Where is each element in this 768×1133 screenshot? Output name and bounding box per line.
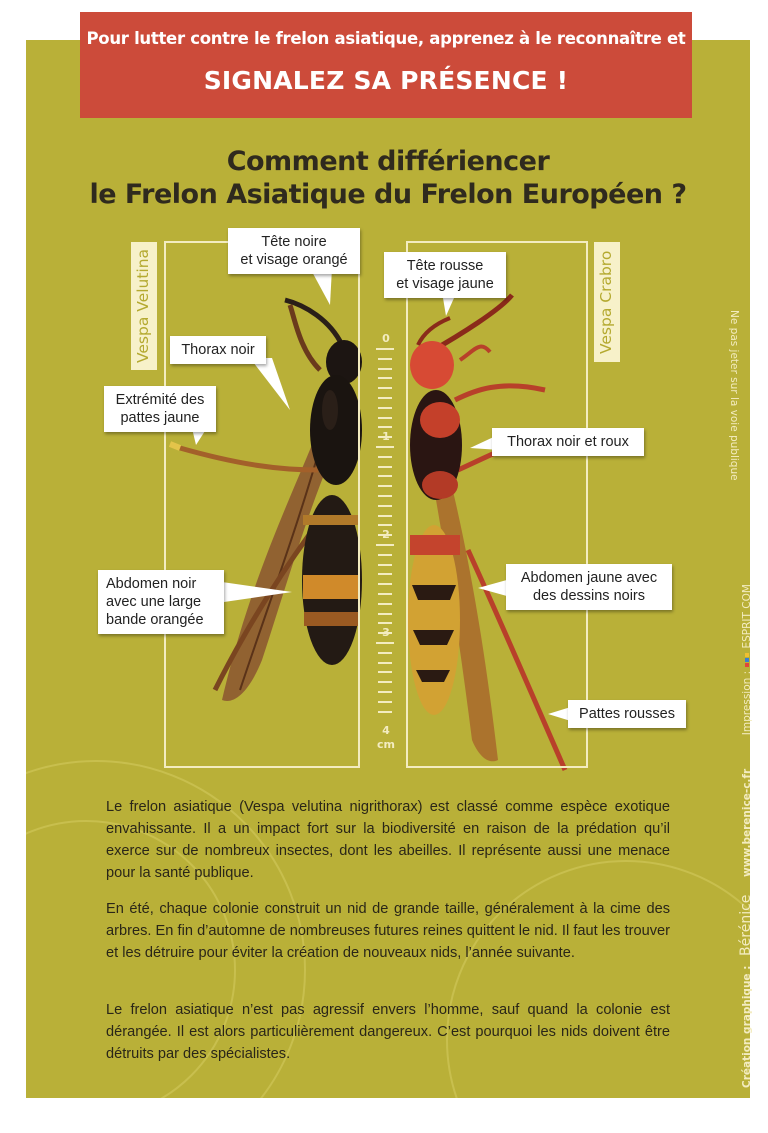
ruler-number-0: 0 (382, 332, 390, 345)
callout-thorax-roux (492, 428, 644, 456)
callout-abdomen-noir (98, 570, 224, 634)
callout-text: Extrémité des (115, 392, 205, 408)
banner-line-2: SIGNALEZ SA PRÉSENCE ! (203, 66, 569, 95)
creation-url: www.berenice-c.fr (741, 768, 753, 877)
paragraph-3: Le frelon asiatique n’est pas agressif envers l’homme, sauf quand la colonie est dérangée. Il est alors particulièrement dangereux. C’est pourquoi les nids doivent être détruits par des spécialistes. (106, 1002, 670, 1062)
color-squares-icon (741, 652, 753, 667)
creation-label: Création graphique : (741, 965, 753, 1088)
callout-text: Pattes rousses (579, 706, 675, 722)
callout-text: Abdomen noir (106, 576, 197, 592)
species-tag-left: Vespa Velutina (131, 242, 157, 370)
callout-text: des dessins noirs (532, 588, 646, 604)
callout-tete-rousse (384, 252, 506, 298)
impression-label: Impression : (741, 670, 753, 736)
callout-text: Abdomen jaune avec (520, 570, 658, 586)
title-line-1: Comment différiencer (226, 146, 550, 177)
banner-line-1: Pour lutter contre le frelon asiatique, apprenez à le reconnaître et (86, 29, 686, 48)
callout-text: Thorax noir (181, 342, 255, 358)
species-tag-right: Vespa Crabro (594, 242, 620, 362)
callout-text: pattes jaune (120, 410, 200, 426)
callout-text: Tête noire (261, 234, 327, 250)
callout-text: Tête rousse (406, 258, 484, 274)
paragraph-1: Le frelon asiatique (Vespa velutina nigrithorax) est classé comme espèce exotique envahissante. Il a un impact fort sur la biodiversité en raison de la prédation qu’il exerce sur de nombreux insectes, dont les abeilles. Il représente aussi une menace pour la santé publique. (106, 799, 670, 881)
ruler-unit: cm (377, 738, 395, 751)
callout-thorax-noir (170, 336, 266, 364)
callout-text: et visage orangé (240, 252, 348, 268)
callout-abdomen-jaune (506, 564, 672, 610)
creation-name: Bérénice (738, 894, 754, 956)
paragraph-2: En été, chaque colonie construit un nid de grande taille, généralement à la cime des arbres. En fin d’automne de nombreuses futures reines quittent le nid. Il faut les trouver et les détruire pour éviter la création de nouveaux nids, l’année suivante. (106, 901, 670, 961)
callout-text: bande orangée (106, 612, 204, 628)
callout-extremite-pattes (104, 386, 216, 432)
credits-vertical (738, 288, 754, 1088)
title-line-2: le Frelon Asiatique du Frelon Européen ? (89, 179, 687, 210)
callout-text: et visage jaune (396, 276, 494, 292)
callout-text: Thorax noir et roux (507, 434, 629, 450)
callout-tete-noire (228, 228, 360, 274)
callout-text: avec une large (106, 594, 202, 610)
callout-pattes-rousses (568, 700, 686, 728)
impression-name: ESPRIT COM (741, 584, 753, 649)
notice-vertical: Ne pas jeter sur la voie publique (728, 310, 740, 481)
ruler-number-4: 4 (382, 724, 390, 737)
